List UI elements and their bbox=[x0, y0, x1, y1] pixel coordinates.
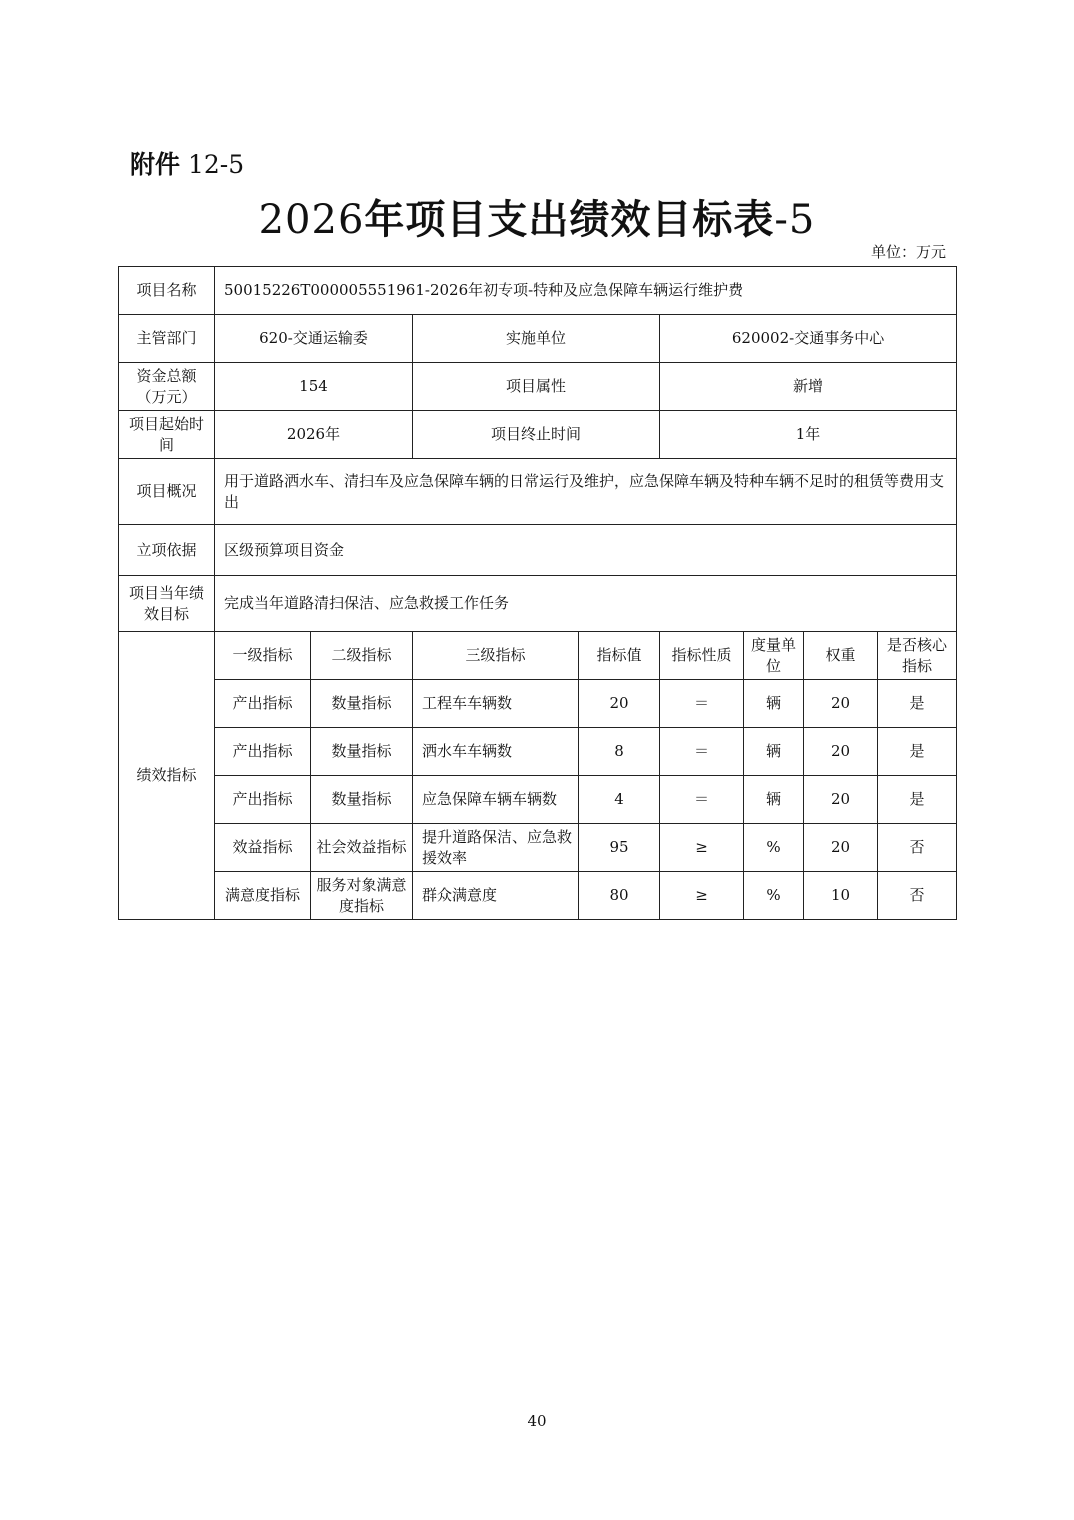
start-value: 2026年 bbox=[215, 411, 413, 459]
end-value: 1年 bbox=[660, 411, 957, 459]
header-core: 是否核心指标 bbox=[878, 632, 957, 680]
cell-level1: 产出指标 bbox=[215, 728, 311, 776]
header-value: 指标值 bbox=[579, 632, 660, 680]
cell-weight: 20 bbox=[804, 728, 878, 776]
title-suffix: -5 bbox=[774, 197, 816, 243]
cell-level3: 应急保障车辆车辆数 bbox=[413, 776, 579, 824]
cell-core: 是 bbox=[878, 728, 957, 776]
title-year: 2026 bbox=[258, 197, 365, 243]
table-row bbox=[119, 728, 957, 776]
cell-value: 8 bbox=[579, 728, 660, 776]
impl-label: 实施单位 bbox=[413, 315, 660, 363]
cell-core: 是 bbox=[878, 680, 957, 728]
project-name-label: 项目名称 bbox=[119, 267, 215, 315]
header-level1: 一级指标 bbox=[215, 632, 311, 680]
overview-value: 用于道路洒水车、清扫车及应急保障车辆的日常运行及维护，应急保障车辆及特种车辆不足时的租赁等费用支出 bbox=[215, 459, 957, 525]
cell-level2: 社会效益指标 bbox=[311, 824, 413, 872]
row-goal bbox=[119, 576, 957, 632]
indicator-header-row bbox=[119, 632, 957, 680]
header-unit: 度量单位 bbox=[744, 632, 804, 680]
overview-label: 项目概况 bbox=[119, 459, 215, 525]
attachment-label: 附件 bbox=[130, 150, 181, 179]
header-level3: 三级指标 bbox=[413, 632, 579, 680]
basis-label: 立项依据 bbox=[119, 525, 215, 576]
cell-weight: 20 bbox=[804, 776, 878, 824]
cell-level2: 服务对象满意度指标 bbox=[311, 872, 413, 920]
basis-value: 区级预算项目资金 bbox=[215, 525, 957, 576]
cell-unit: 辆 bbox=[744, 680, 804, 728]
cell-value: 20 bbox=[579, 680, 660, 728]
cell-level2: 数量指标 bbox=[311, 680, 413, 728]
row-fund bbox=[119, 363, 957, 411]
title-text: 年项目支出绩效目标表 bbox=[364, 197, 775, 243]
goal-label: 项目当年绩效目标 bbox=[119, 576, 215, 632]
row-basis bbox=[119, 525, 957, 576]
cell-core: 否 bbox=[878, 824, 957, 872]
attachment-number: 12-5 bbox=[187, 150, 245, 179]
table-row bbox=[119, 872, 957, 920]
cell-nature: ＝ bbox=[660, 728, 744, 776]
unit-label: 单位：万元 bbox=[870, 243, 946, 261]
cell-nature: ≥ bbox=[660, 824, 744, 872]
attachment-heading bbox=[130, 145, 244, 181]
row-overview bbox=[119, 459, 957, 525]
header-nature: 指标性质 bbox=[660, 632, 744, 680]
row-department bbox=[119, 315, 957, 363]
attr-value: 新增 bbox=[660, 363, 957, 411]
row-project-name bbox=[119, 267, 957, 315]
cell-level2: 数量指标 bbox=[311, 728, 413, 776]
cell-value: 4 bbox=[579, 776, 660, 824]
goal-value: 完成当年道路清扫保洁、应急救援工作任务 bbox=[215, 576, 957, 632]
indicators-section-label: 绩效指标 bbox=[119, 632, 215, 920]
header-level2: 二级指标 bbox=[311, 632, 413, 680]
cell-unit: % bbox=[744, 824, 804, 872]
cell-level1: 满意度指标 bbox=[215, 872, 311, 920]
cell-core: 是 bbox=[878, 776, 957, 824]
page-title bbox=[0, 188, 1074, 245]
cell-level3: 提升道路保洁、应急救援效率 bbox=[413, 824, 579, 872]
header-weight: 权重 bbox=[804, 632, 878, 680]
table-row bbox=[119, 680, 957, 728]
cell-nature: ＝ bbox=[660, 776, 744, 824]
cell-nature: ＝ bbox=[660, 680, 744, 728]
dept-label: 主管部门 bbox=[119, 315, 215, 363]
cell-level1: 产出指标 bbox=[215, 680, 311, 728]
cell-weight: 20 bbox=[804, 824, 878, 872]
cell-value: 95 bbox=[579, 824, 660, 872]
cell-weight: 20 bbox=[804, 680, 878, 728]
cell-level3: 洒水车车辆数 bbox=[413, 728, 579, 776]
cell-nature: ≥ bbox=[660, 872, 744, 920]
cell-unit: 辆 bbox=[744, 776, 804, 824]
cell-level1: 产出指标 bbox=[215, 776, 311, 824]
end-label: 项目终止时间 bbox=[413, 411, 660, 459]
start-label: 项目起始时间 bbox=[119, 411, 215, 459]
cell-core: 否 bbox=[878, 872, 957, 920]
cell-unit: % bbox=[744, 872, 804, 920]
cell-value: 80 bbox=[579, 872, 660, 920]
performance-table bbox=[118, 266, 957, 920]
table-row bbox=[119, 776, 957, 824]
cell-level3: 工程车车辆数 bbox=[413, 680, 579, 728]
cell-unit: 辆 bbox=[744, 728, 804, 776]
attr-label: 项目属性 bbox=[413, 363, 660, 411]
cell-level2: 数量指标 bbox=[311, 776, 413, 824]
dept-value: 620-交通运输委 bbox=[215, 315, 413, 363]
cell-weight: 10 bbox=[804, 872, 878, 920]
row-time bbox=[119, 411, 957, 459]
cell-level3: 群众满意度 bbox=[413, 872, 579, 920]
project-name-value: 50015226T000005551961-2026年初专项-特种及应急保障车辆运行维护费 bbox=[215, 267, 957, 315]
cell-level1: 效益指标 bbox=[215, 824, 311, 872]
fund-label: 资金总额（万元） bbox=[119, 363, 215, 411]
page-number: 40 bbox=[527, 1412, 547, 1430]
impl-value: 620002-交通事务中心 bbox=[660, 315, 957, 363]
table-row bbox=[119, 824, 957, 872]
fund-value: 154 bbox=[215, 363, 413, 411]
